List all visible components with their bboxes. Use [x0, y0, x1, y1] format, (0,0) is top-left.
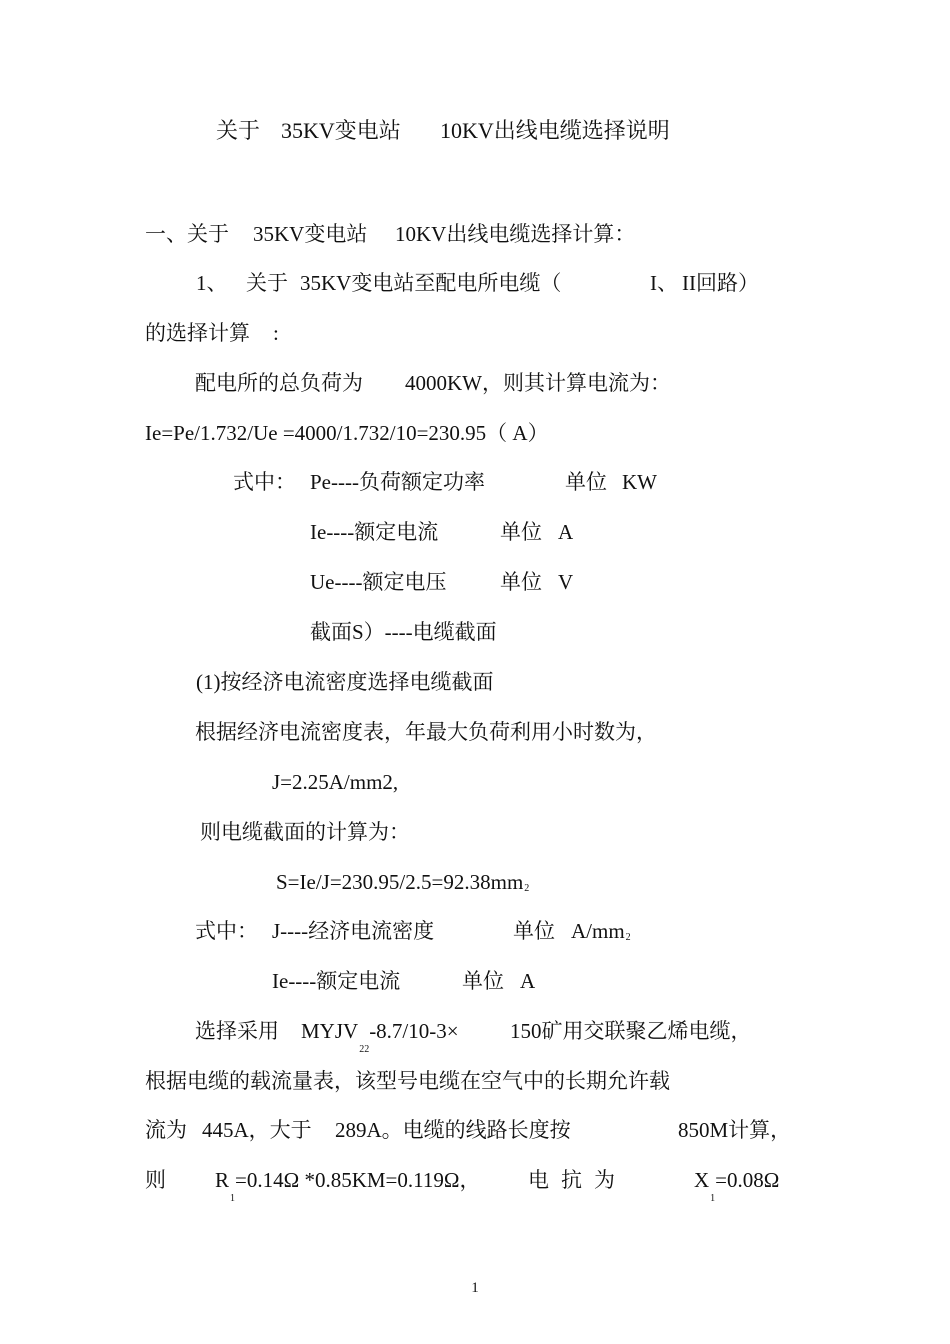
- text3-b: 445A，大于: [202, 1118, 312, 1142]
- definition-s: 截面S）----电缆截面: [310, 620, 497, 644]
- load-line-b: 4000KW，则其计算电流为：: [405, 371, 671, 395]
- def-j-label: 式中：: [195, 919, 258, 943]
- formula-s-main: S=Ie/J=230.95/2.5=92.38mm: [276, 870, 524, 894]
- def-j-unit: A/mm2: [571, 919, 631, 943]
- def-pe-text: Pe----负荷额定功率: [310, 470, 485, 494]
- def-ie-text: Ie----额定电流: [310, 520, 439, 544]
- choose-a: 选择采用: [195, 1019, 279, 1043]
- def-ue-text: Ue----额定电压: [310, 570, 447, 594]
- heading-part-c: 10KV出线电缆选择计算：: [395, 222, 636, 246]
- def-ue-unit: V: [558, 570, 574, 594]
- formula-s-sup: 2: [524, 883, 530, 894]
- choose-d: 150矿用交联聚乙烯电缆，: [510, 1019, 752, 1043]
- step-1-text: 根据经济电流密度表，年最大负荷利用小时数为，: [195, 720, 657, 744]
- formula-s: [276, 869, 529, 900]
- item1-part-d: I、: [650, 271, 678, 295]
- item1-cont-b: :: [273, 321, 279, 345]
- def-ie2-text: Ie----额定电流: [272, 969, 401, 993]
- item1-part-e: II回路）: [682, 271, 759, 295]
- def-ue-unit-label: 单位: [500, 570, 542, 594]
- item1-part-b: 关于: [246, 271, 288, 295]
- step-1-heading: (1)按经济电流密度选择电缆截面: [196, 670, 494, 694]
- text4-d: 电抗为: [528, 1168, 627, 1192]
- heading-part-b: 35KV变电站: [253, 222, 368, 246]
- j-value: J=2.25A/mm2,: [272, 770, 399, 794]
- def-pe-unit: KW: [622, 470, 657, 494]
- item1-number: 1、: [196, 271, 228, 295]
- def-ie2-unit-label: 单位: [462, 969, 504, 993]
- item1-part-c: 35KV变电站至配电所电缆（: [300, 271, 562, 295]
- formula-ie: Ie=Pe/1.732/Ue =4000/1.732/10=230.95（ A）: [145, 421, 549, 445]
- text3-c: 289A。电缆的线路长度按: [335, 1118, 571, 1142]
- text-line-2: 根据电缆的载流量表，该型号电缆在空气中的长期允许载: [145, 1069, 670, 1093]
- text4-resistance: $R_1=0.14\Omega$ *0.85KM=0.119Ω，: [215, 1168, 481, 1204]
- calc-line: 则电缆截面的计算为：: [200, 820, 410, 844]
- def-pe-label: 式中：: [233, 470, 296, 494]
- heading-part-a: 一、关于: [145, 222, 229, 246]
- def-pe-unit-label: 单位: [565, 470, 607, 494]
- def-ie-unit: A: [558, 520, 574, 544]
- load-line-a: 配电所的总负荷为: [195, 371, 363, 395]
- def-j-unit-label: 单位: [513, 919, 555, 943]
- text3-a: 流为: [145, 1118, 187, 1142]
- text3-d: 850M计算，: [678, 1118, 792, 1142]
- title-part-b: 35KV变电站: [281, 118, 401, 143]
- def-ie2-unit: A: [520, 969, 536, 993]
- title-part-c: 10KV出线电缆选择说明: [440, 118, 670, 143]
- def-ie-unit-label: 单位: [500, 520, 542, 544]
- text4-a: 则: [145, 1168, 166, 1192]
- title-part-a: 关于: [216, 118, 261, 143]
- def-j-text: J----经济电流密度: [272, 919, 435, 943]
- page-number: 1: [471, 1280, 479, 1296]
- text4-reactance: $X_1=0.08\Omega$: [694, 1168, 780, 1204]
- choose-model: $MYJV_{22}-8.7/10-3\times$: [301, 1019, 459, 1055]
- item1-cont-a: 的选择计算: [145, 321, 250, 345]
